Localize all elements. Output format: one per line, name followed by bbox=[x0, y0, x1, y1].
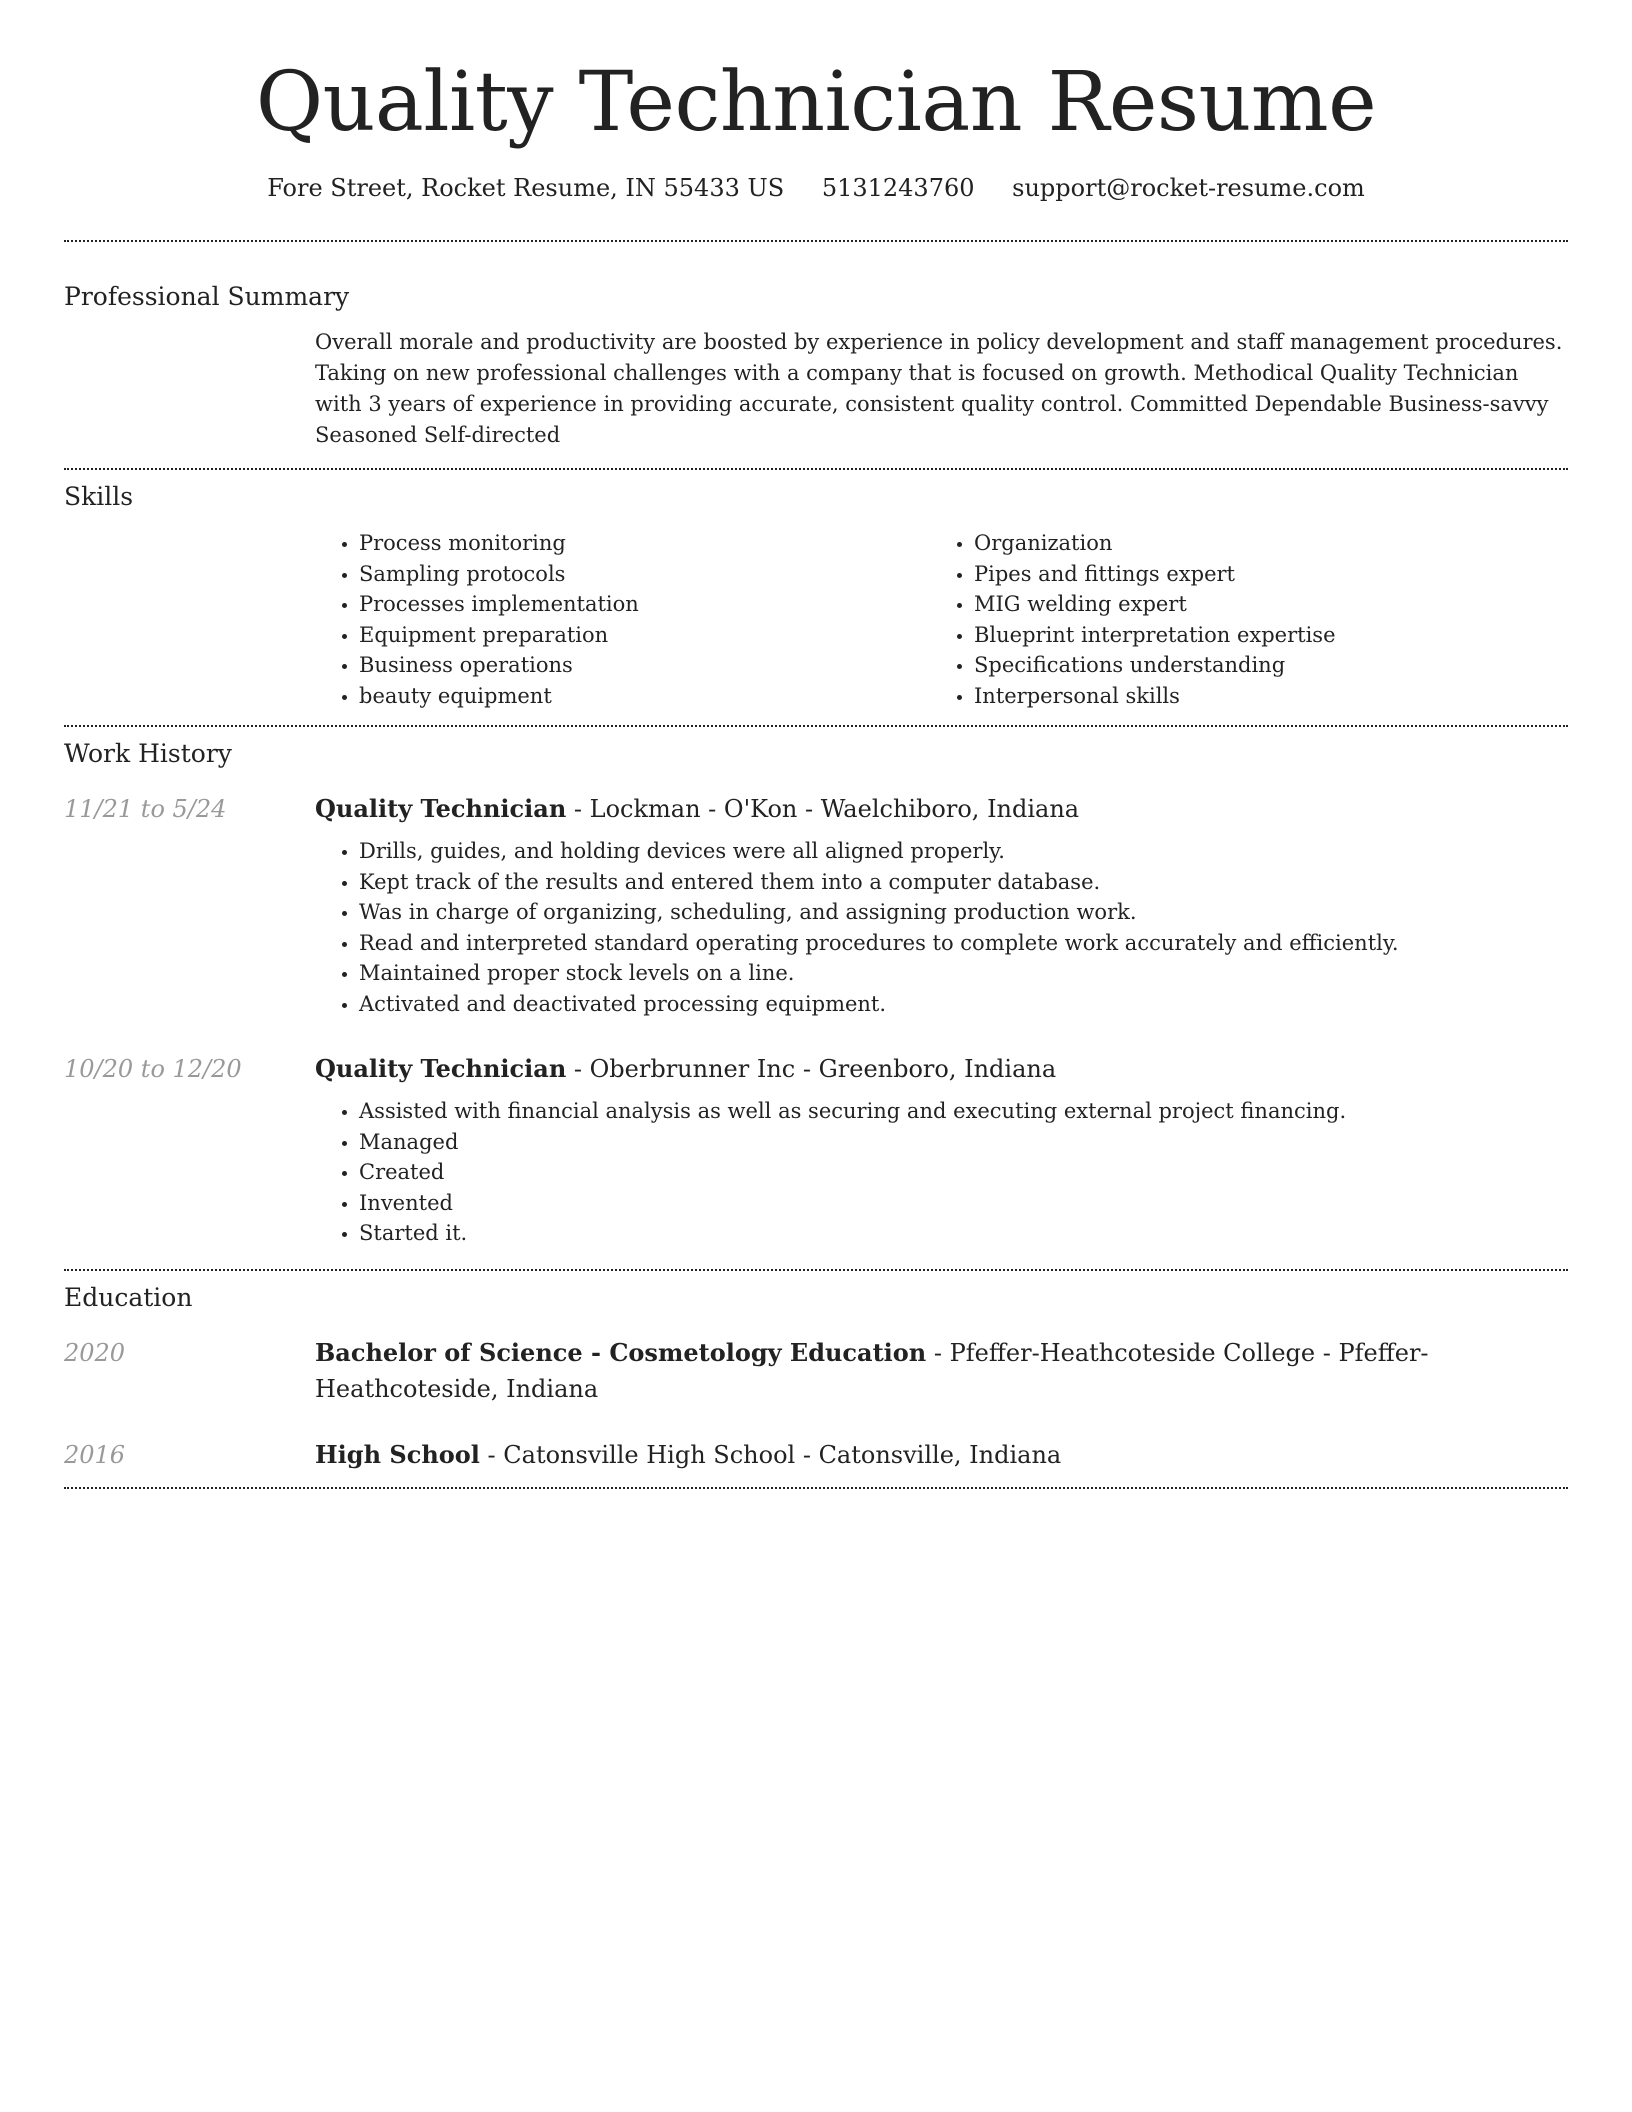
education-year: 2020 bbox=[64, 1338, 126, 1367]
job-dates: 11/21 to 5/24 bbox=[64, 795, 227, 823]
list-item: • Invented bbox=[359, 1188, 1568, 1219]
list-item: • Managed bbox=[359, 1127, 1568, 1158]
job-details: - Oberbrunner Inc - Greenboro, Indiana bbox=[566, 1055, 1057, 1083]
work-heading: Work History bbox=[64, 739, 232, 768]
summary-text: Overall morale and productivity are boosted by experience in policy development and staff management procedures. Taking on new professional challenges with a company that is focused on growth. Methodical Quality Technician with 3 years of experience in providing accurate, consistent quality control. Committed Dependable Business-savvy Seasoned Self-directed bbox=[315, 330, 1563, 447]
education-degree: Bachelor of Science - Cosmetology Education bbox=[315, 1337, 927, 1367]
job-bullets bbox=[315, 1096, 1568, 1249]
job-entry bbox=[64, 791, 1568, 1019]
list-item: • Activated and deactivated processing equipment. bbox=[359, 989, 1568, 1020]
summary-heading: Professional Summary bbox=[64, 282, 350, 311]
resume-page bbox=[64, 0, 1568, 1489]
skills-list-left bbox=[315, 528, 930, 711]
contact-address: Fore Street, Rocket Resume, IN 55433 US bbox=[267, 174, 785, 202]
list-item: • Pipes and fittings expert bbox=[974, 559, 1545, 590]
list-item: • Process monitoring bbox=[359, 528, 930, 559]
education-section bbox=[64, 1271, 1568, 1473]
job-entry bbox=[64, 1051, 1568, 1249]
list-item: • Interpersonal skills bbox=[974, 681, 1545, 712]
contact-phone: 5131243760 bbox=[821, 174, 975, 202]
list-item: • Business operations bbox=[359, 650, 930, 681]
contact-email: support@rocket-resume.com bbox=[1012, 174, 1365, 202]
education-details: - Pfeffer-Heathcoteside College - Pfeffer-Heathcoteside, Indiana bbox=[315, 1338, 1429, 1403]
list-item: • Kept track of the results and entered them into a computer database. bbox=[359, 867, 1568, 898]
job-role: Quality Technician bbox=[315, 1054, 567, 1083]
education-entry bbox=[64, 1335, 1568, 1407]
skills-heading: Skills bbox=[64, 482, 134, 511]
list-item: • beauty equipment bbox=[359, 681, 930, 712]
education-year: 2016 bbox=[64, 1440, 126, 1469]
skills-section bbox=[64, 470, 1568, 711]
list-item: • Was in charge of organizing, scheduling, and assigning production work. bbox=[359, 897, 1568, 928]
job-title bbox=[315, 1051, 1568, 1087]
list-item: • Started it. bbox=[359, 1218, 1568, 1249]
list-item: • Read and interpreted standard operating procedures to complete work accurately and efficiently. bbox=[359, 928, 1568, 959]
list-item: • Processes implementation bbox=[359, 589, 930, 620]
divider bbox=[64, 1487, 1568, 1489]
job-bullets bbox=[315, 836, 1568, 1019]
list-item: • Sampling protocols bbox=[359, 559, 930, 590]
contact-line bbox=[64, 172, 1568, 204]
list-item: • Created bbox=[359, 1157, 1568, 1188]
page-title: Quality Technician Resume bbox=[255, 55, 1377, 150]
education-entry bbox=[64, 1437, 1568, 1473]
job-role: Quality Technician bbox=[315, 794, 567, 823]
list-item: • Maintained proper stock levels on a line. bbox=[359, 958, 1568, 989]
list-item: • Assisted with financial analysis as well as securing and executing external project financing. bbox=[359, 1096, 1568, 1127]
education-heading: Education bbox=[64, 1282, 193, 1312]
work-section bbox=[64, 727, 1568, 1249]
job-dates: 10/20 to 12/20 bbox=[64, 1055, 242, 1083]
list-item: • Blueprint interpretation expertise bbox=[974, 620, 1545, 651]
list-item: • MIG welding expert bbox=[974, 589, 1545, 620]
job-details: - Lockman - O'Kon - Waelchiboro, Indiana bbox=[566, 795, 1080, 823]
list-item: • Equipment preparation bbox=[359, 620, 930, 651]
education-degree: High School bbox=[315, 1439, 480, 1469]
education-details: - Catonsville High School - Catonsville, Indiana bbox=[479, 1440, 1062, 1469]
education-title bbox=[315, 1437, 1568, 1473]
list-item: • Specifications understanding bbox=[974, 650, 1545, 681]
list-item: • Organization bbox=[974, 528, 1545, 559]
list-item: • Drills, guides, and holding devices were all aligned properly. bbox=[359, 836, 1568, 867]
education-title bbox=[315, 1335, 1568, 1407]
job-title bbox=[315, 791, 1568, 827]
skills-list-right bbox=[930, 528, 1545, 711]
summary-section bbox=[64, 242, 1568, 451]
